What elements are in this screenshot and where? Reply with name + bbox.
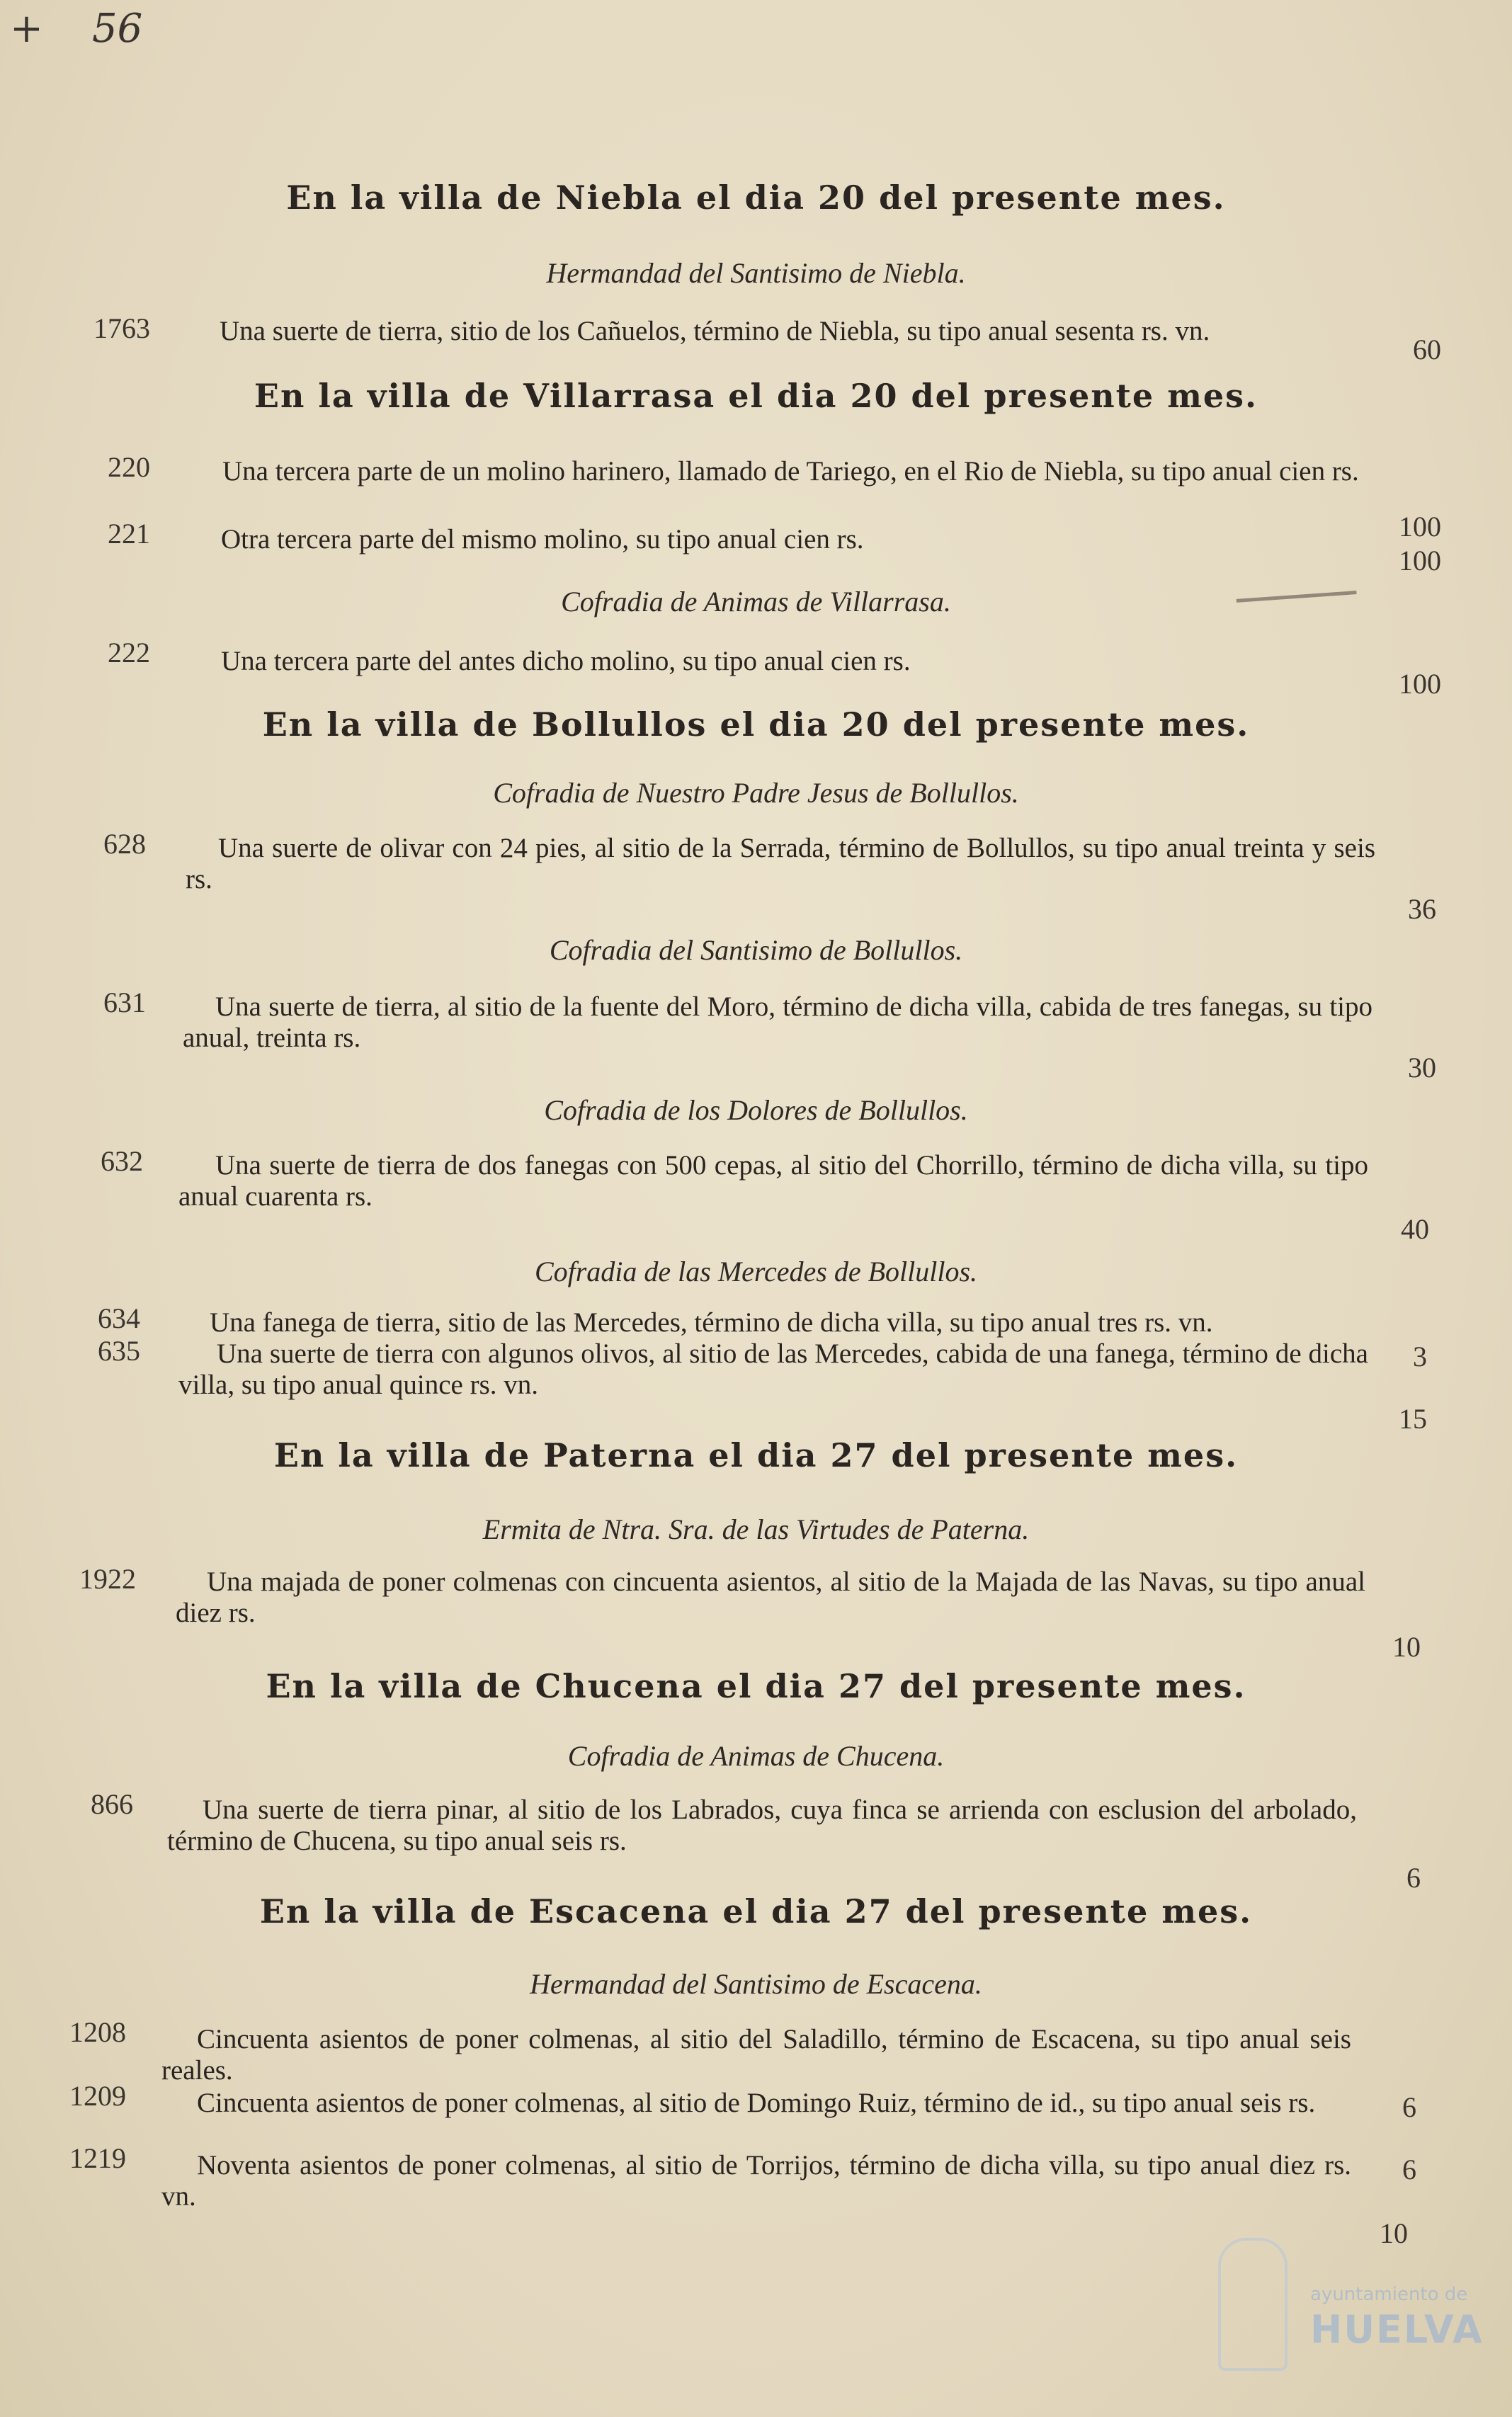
brotherhood-heading: Hermandad del Santisimo de Escacena. xyxy=(530,1968,982,2000)
lot-number: 1209 xyxy=(69,2080,126,2112)
watermark-line2: HUELVA xyxy=(1310,2307,1484,2352)
town-heading-niebla: En la villa de Niebla el dia 20 del presente mes. xyxy=(286,178,1226,217)
lot-amount: 30 xyxy=(1408,1052,1436,1084)
lot-amount: 36 xyxy=(1408,893,1436,925)
brotherhood-heading: Cofradia de las Mercedes de Bollullos. xyxy=(534,1256,978,1287)
lot-number: 634 xyxy=(98,1302,140,1334)
lot-number: 628 xyxy=(103,828,146,860)
lot-description: Una suerte de olivar con 24 pies, al sitio de la Serrada, término de Bollullos, su tipo anual treinta y seis rs. xyxy=(186,833,1375,894)
lot-description: Una suerte de tierra pinar, al sitio de los Labrados, cuya finca se arrienda con esclusion del arbolado, término de Chucena, su tipo anual seis rs. xyxy=(167,1795,1357,1856)
watermark-line1: ayuntamiento de xyxy=(1310,2284,1468,2305)
brotherhood-heading: Cofradia de los Dolores de Bollullos. xyxy=(544,1094,968,1126)
lot-description: Una suerte de tierra, al sitio de la fuente del Moro, término de dicha villa, cabida de tres fanegas, su tipo anual, treinta rs. xyxy=(183,991,1372,1053)
lot-amount: 10 xyxy=(1380,2217,1408,2249)
lot-number: 222 xyxy=(108,637,150,669)
lot-description: Una suerte de tierra de dos fanegas con 500 cepas, al sitio del Chorrillo, término de dicha villa, su tipo anual cuarenta rs. xyxy=(178,1150,1368,1212)
lot-amount: 3 xyxy=(1413,1341,1427,1372)
lot-amount: 6 xyxy=(1402,2091,1416,2123)
lot-number: 866 xyxy=(91,1788,133,1820)
brotherhood-heading: Cofradia del Santisimo de Bollullos. xyxy=(549,934,963,966)
lot-number: 635 xyxy=(98,1335,140,1367)
town-heading-chucena: En la villa de Chucena el dia 27 del presente mes. xyxy=(266,1667,1246,1705)
town-heading-escacena: En la villa de Escacena el dia 27 del presente mes. xyxy=(259,1892,1253,1930)
lot-number: 1763 xyxy=(93,312,150,344)
lot-number: 221 xyxy=(108,518,150,550)
lot-number: 632 xyxy=(101,1145,143,1177)
lot-amount: 10 xyxy=(1392,1631,1421,1663)
lot-description: Una tercera parte de un molino harinero, llamado de Tariego, en el Rio de Niebla, su tipo anual cien rs. xyxy=(222,456,1359,487)
corner-mark-plus: + xyxy=(10,6,43,52)
lot-number: 220 xyxy=(108,451,150,483)
lot-amount: 6 xyxy=(1406,1862,1421,1894)
lot-description: Noventa asientos de poner colmenas, al sitio de Torrijos, término de dicha villa, su tipo anual diez rs. vn. xyxy=(161,2150,1351,2212)
lot-number: 1922 xyxy=(79,1563,136,1595)
brotherhood-heading: Cofradia de Animas de Villarrasa. xyxy=(561,586,951,618)
town-heading-bollullos: En la villa de Bollullos el dia 20 del presente mes. xyxy=(262,705,1250,744)
brotherhood-heading: Cofradia de Nuestro Padre Jesus de Bollullos. xyxy=(493,777,1019,809)
lot-amount: 6 xyxy=(1402,2154,1416,2185)
lot-amount: 60 xyxy=(1413,334,1441,365)
lot-amount: 100 xyxy=(1399,545,1441,576)
lot-description: Una suerte de tierra, sitio de los Cañuelos, término de Niebla, su tipo anual sesenta rs. vn. xyxy=(220,316,1210,346)
town-heading-paterna: En la villa de Paterna el dia 27 del presente mes. xyxy=(273,1436,1239,1474)
crest-watermark xyxy=(1218,2238,1288,2371)
lot-amount: 40 xyxy=(1401,1213,1429,1245)
town-heading-villarrasa: En la villa de Villarrasa el dia 20 del presente mes. xyxy=(254,377,1258,415)
lot-number: 1219 xyxy=(69,2142,126,2174)
lot-number: 1208 xyxy=(69,2016,126,2048)
lot-description: Una majada de poner colmenas con cincuenta asientos, al sitio de la Majada de las Navas, su tipo anual diez rs. xyxy=(176,1566,1365,1628)
lot-amount: 100 xyxy=(1399,668,1441,700)
lot-description: Una suerte de tierra con algunos olivos, al sitio de las Mercedes, cabida de una fanega, término de dicha villa, su tipo anual quince rs. vn. xyxy=(178,1338,1368,1400)
lot-amount: 15 xyxy=(1399,1403,1427,1435)
brotherhood-heading: Cofradia de Animas de Chucena. xyxy=(567,1740,945,1772)
brotherhood-heading: Ermita de Ntra. Sra. de las Virtudes de Paterna. xyxy=(482,1513,1030,1545)
lot-description: Una tercera parte del antes dicho molino, su tipo anual cien rs. xyxy=(221,646,911,676)
lot-number: 631 xyxy=(103,986,146,1018)
lot-description: Otra tercera parte del mismo molino, su tipo anual cien rs. xyxy=(221,524,864,555)
brotherhood-heading: Hermandad del Santisimo de Niebla. xyxy=(546,257,966,289)
corner-mark-page: 56 xyxy=(92,6,143,52)
lot-description: Cincuenta asientos de poner colmenas, al sitio de Domingo Ruiz, término de id., su tipo anual seis rs. xyxy=(197,2088,1316,2118)
lot-description: Cincuenta asientos de poner colmenas, al sitio del Saladillo, término de Escacena, su tipo anual seis reales. xyxy=(161,2024,1351,2086)
lot-description: Una fanega de tierra, sitio de las Mercedes, término de dicha villa, su tipo anual tres rs. vn. xyxy=(210,1307,1213,1338)
lot-amount: 100 xyxy=(1399,511,1441,542)
